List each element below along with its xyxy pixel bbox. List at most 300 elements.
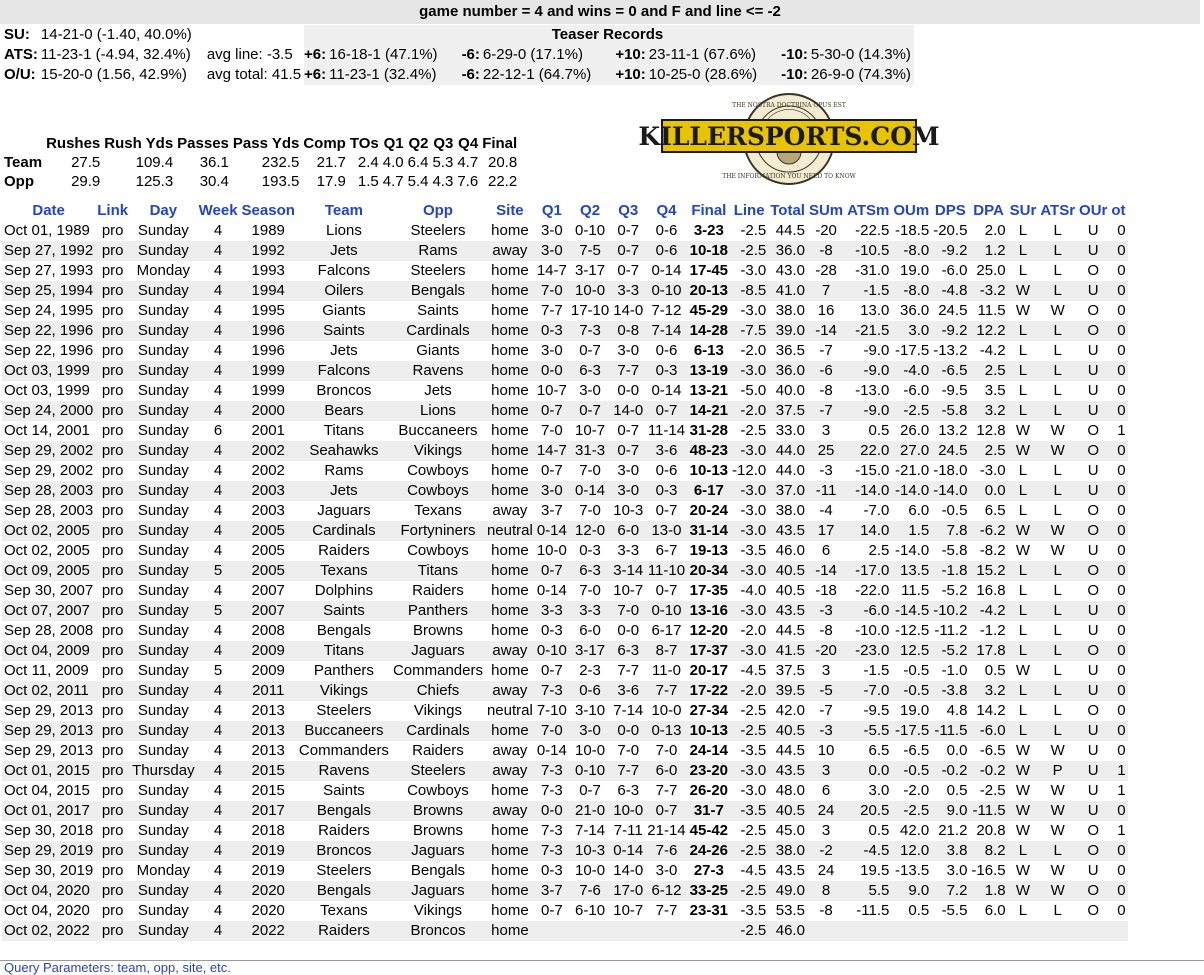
game-cell-opp: Bengals	[391, 281, 485, 301]
game-cell-q2: 0-7	[579, 342, 601, 359]
game-cell-sur: W	[1015, 662, 1031, 679]
game-cell-day: Thursday	[132, 762, 195, 779]
game-cell-dps: 0.5	[946, 782, 968, 799]
column-header-line[interactable]: Line	[733, 202, 765, 219]
game-cell-team: Raiders	[318, 542, 370, 559]
column-header-q1[interactable]: Q1	[541, 202, 562, 219]
game-cell-dps: 24.5	[931, 441, 969, 461]
game-cell-q3: 6-0	[611, 521, 645, 541]
column-header-opp[interactable]: Opp	[422, 202, 453, 219]
game-cell-week: 4	[197, 841, 240, 861]
game-link[interactable]: pro	[101, 822, 124, 839]
game-cell-oum: 9.0	[891, 881, 931, 901]
avg-row-label: Opp	[4, 173, 34, 190]
game-cell-sur: W	[1008, 281, 1039, 301]
game-cell-team: Commanders	[298, 742, 389, 759]
game-link[interactable]: pro	[101, 462, 124, 479]
game-cell-dpa: -16.5	[971, 862, 1006, 879]
game-cell-ot: 0	[1109, 721, 1127, 741]
game-row	[2, 381, 1128, 401]
ats-avg: avg line: -3.5	[206, 46, 293, 63]
game-cell-ot: 0	[1109, 641, 1127, 661]
game-cell-dpa: 3.5	[984, 382, 1006, 399]
game-cell-q2: 6-10	[575, 902, 606, 919]
column-header-oum[interactable]: OUm	[893, 202, 930, 219]
game-link[interactable]: pro	[101, 222, 124, 239]
game-link[interactable]: pro	[101, 542, 124, 559]
game-cell-line: -2.5	[730, 721, 768, 741]
game-cell-q2: 3-10	[575, 702, 606, 719]
game-cell-week: 4	[213, 502, 223, 519]
game-link[interactable]: pro	[95, 921, 130, 941]
game-cell-team: Falcons	[297, 361, 391, 381]
game-row	[2, 661, 1128, 681]
game-link[interactable]: pro	[101, 262, 124, 279]
column-header-q4[interactable]: Q4	[656, 202, 677, 219]
game-cell-season: 2009	[251, 662, 285, 679]
game-cell-season: 2013	[240, 721, 297, 741]
avg-header: Q3	[433, 135, 454, 152]
game-cell-atsm: -11.5	[856, 902, 890, 919]
game-cell-date: Oct 09, 2005	[2, 561, 95, 581]
game-cell-q4: 13-0	[645, 521, 687, 541]
game-cell-q1: 0-14	[536, 522, 567, 539]
game-cell-sum: 10	[817, 742, 835, 759]
game-row	[2, 301, 1128, 321]
avg-header	[2, 134, 44, 153]
game-cell-day: Sunday	[137, 582, 189, 599]
game-cell-ot: 1	[1117, 422, 1126, 439]
game-cell-q3: 3-6	[611, 681, 645, 701]
avg-header: Q2	[408, 135, 429, 152]
avg-cell: 125.3	[135, 173, 174, 190]
game-cell-oum: -13.5	[895, 862, 930, 879]
game-cell-team: Titans	[323, 422, 365, 439]
game-cell-q3: 3-3	[617, 542, 640, 559]
game-link[interactable]: pro	[101, 342, 124, 359]
game-cell-line: -3.0	[730, 441, 768, 461]
game-cell-site: home	[491, 862, 529, 879]
game-cell-q1: 0-3	[541, 862, 563, 879]
game-cell-site: home	[491, 462, 529, 479]
game-cell-ot: 0	[1109, 881, 1127, 901]
column-header-date[interactable]: Date	[32, 202, 65, 219]
avg-header: Passes	[177, 135, 229, 152]
game-cell-site: home	[491, 342, 529, 359]
game-cell-q4: 0-7	[645, 801, 687, 821]
game-link[interactable]: pro	[95, 441, 130, 461]
game-cell-atsm: 14.0	[845, 521, 891, 541]
game-cell-week: 4	[213, 822, 223, 839]
game-cell-opp: Jets	[424, 382, 452, 399]
game-cell-dpa: -6.0	[969, 721, 1007, 741]
game-cell-sum: -8	[819, 382, 833, 399]
game-cell-sum: -20	[815, 222, 837, 239]
game-cell-q1: 7-0	[541, 422, 563, 439]
game-cell-atsm: 2.5	[868, 542, 890, 559]
game-cell-q2: 10-0	[575, 742, 606, 759]
column-header-sur[interactable]: SUr	[1009, 202, 1037, 219]
avg-cell: 109.4	[135, 154, 174, 171]
game-cell-final: 26-20	[689, 782, 729, 799]
game-cell-final: 23-20	[689, 762, 729, 779]
game-cell-q4: 0-13	[645, 721, 687, 741]
game-cell-opp: Steelers	[410, 262, 466, 279]
game-cell-line: -2.0	[740, 622, 767, 639]
game-row	[2, 461, 1128, 481]
game-cell-atsr: W	[1038, 881, 1077, 901]
game-cell-date: Sep 28, 2003	[4, 502, 94, 519]
game-cell-q1: 14-7	[536, 262, 567, 279]
game-cell-q2: 7-6	[569, 881, 611, 901]
game-link[interactable]: pro	[101, 742, 124, 759]
game-cell-week: 4	[213, 622, 223, 639]
column-header-atsr[interactable]: ATSr	[1040, 202, 1076, 219]
game-cell-team: Panthers	[313, 662, 374, 679]
game-cell-team: Bengals	[297, 801, 391, 821]
game-link[interactable]: pro	[101, 502, 124, 519]
game-link[interactable]: pro	[101, 782, 124, 799]
game-cell-q4: 0-10	[645, 601, 687, 621]
game-cell-final: 48-23	[689, 442, 729, 459]
game-cell-team: Broncos	[297, 841, 391, 861]
game-link[interactable]: pro	[101, 582, 124, 599]
game-cell-atsr: L	[1038, 401, 1077, 421]
game-cell-q3: 3-3	[611, 281, 645, 301]
game-cell-dpa: 16.8	[976, 582, 1006, 599]
game-link[interactable]: pro	[95, 521, 130, 541]
game-row	[2, 521, 1128, 541]
game-cell-q3: 0-7	[611, 441, 645, 461]
game-cell-atsm: 0.0	[845, 761, 891, 781]
avg-row-label: Team	[4, 154, 43, 171]
column-header-total[interactable]: Total	[770, 202, 805, 219]
game-cell-our: U	[1087, 222, 1099, 239]
game-cell-q1: 10-7	[536, 382, 567, 399]
game-link[interactable]: pro	[95, 281, 130, 301]
game-link[interactable]: pro	[101, 422, 124, 439]
game-cell-week: 5	[197, 561, 240, 581]
game-cell-day: Sunday	[137, 822, 189, 839]
game-cell-day: Sunday	[130, 841, 197, 861]
game-cell-ot: 0	[1117, 262, 1126, 279]
game-cell-day: Sunday	[137, 702, 189, 719]
game-row	[2, 861, 1128, 881]
game-cell-atsr: L	[1053, 502, 1062, 519]
game-link[interactable]: pro	[95, 761, 130, 781]
game-cell-sum: 3	[821, 662, 831, 679]
game-link[interactable]: pro	[101, 862, 124, 879]
game-cell-team: Saints	[297, 321, 391, 341]
avg-header: TOs	[349, 135, 379, 152]
game-link[interactable]: pro	[95, 321, 130, 341]
game-cell-site: away	[485, 801, 535, 821]
game-link[interactable]: pro	[95, 801, 130, 821]
game-cell-site: away	[485, 761, 535, 781]
game-cell-q2: 31-3	[569, 441, 611, 461]
game-cell-atsr: L	[1038, 601, 1077, 621]
avg-header: Pass Yds	[232, 135, 300, 152]
game-cell-q2: 7-5	[569, 241, 611, 261]
game-cell-line: -2.5	[730, 881, 768, 901]
game-cell-dps: 7.2	[931, 881, 969, 901]
games-table	[2, 201, 1128, 941]
game-row	[2, 321, 1128, 341]
logo-ring-top: THE NOSTRA DOCTRINA OPUS EST	[732, 102, 846, 109]
game-cell-q3: 14-0	[613, 862, 644, 879]
query-parameters-link[interactable]: Query Parameters: team, opp, site, etc.	[0, 960, 1204, 974]
column-header-site[interactable]: Site	[496, 202, 524, 219]
game-cell-sum: 6	[821, 542, 831, 559]
game-cell-q3: 7-11	[613, 822, 643, 839]
column-header-dpa[interactable]: DPA	[973, 202, 1004, 219]
column-header-dps[interactable]: DPS	[934, 202, 966, 219]
game-cell-team: Lions	[325, 222, 362, 239]
ats-t3-value: 23-11-1 (67.6%)	[649, 45, 781, 65]
game-cell-season: 1999	[240, 361, 297, 381]
game-cell-oum: 19.0	[900, 702, 930, 719]
column-header-sum[interactable]: SUm	[808, 202, 844, 219]
column-header-atsm[interactable]: ATSm	[847, 202, 890, 219]
game-cell-sur: L	[1018, 582, 1028, 599]
game-cell-atsr: L	[1038, 481, 1077, 501]
game-cell-oum: -6.0	[903, 382, 930, 399]
game-cell-dps: -6.0	[941, 262, 968, 279]
game-link[interactable]: pro	[95, 841, 130, 861]
game-cell-dpa: -3.0	[979, 462, 1006, 479]
game-cell-sum: -3	[807, 721, 845, 741]
game-cell-final: 45-42	[689, 822, 729, 839]
game-cell-ot	[1109, 921, 1127, 941]
ats-value: 11-23-1 (-4.94, 32.4%)	[40, 46, 191, 63]
game-cell-season: 2018	[251, 822, 285, 839]
game-cell-team: Ravens	[297, 761, 391, 781]
game-cell-q3: 14-0	[613, 402, 644, 419]
game-cell-oum: 13.5	[891, 561, 931, 581]
game-row	[2, 841, 1128, 861]
game-row	[2, 681, 1128, 701]
game-cell-season: 2002	[251, 462, 285, 479]
game-cell-total: 33.0	[775, 422, 805, 439]
game-cell-day: Sunday	[130, 481, 197, 501]
game-cell-q3: 0-7	[617, 222, 640, 239]
game-cell-final: 17-45	[689, 262, 729, 279]
game-link[interactable]: pro	[95, 641, 130, 661]
game-cell-dpa: 0.5	[984, 662, 1006, 679]
game-cell-sur: W	[1015, 302, 1031, 319]
game-link[interactable]: pro	[101, 902, 124, 919]
game-cell-site: home	[485, 321, 535, 341]
game-cell-sur: W	[1015, 542, 1031, 559]
game-cell-sum: -8	[807, 241, 845, 261]
game-cell-dpa: 11.5	[977, 302, 1006, 319]
game-cell-final: 33-25	[689, 882, 729, 899]
game-link[interactable]: pro	[101, 702, 124, 719]
game-cell-week: 4	[213, 542, 223, 559]
column-header-day[interactable]: Day	[149, 202, 178, 219]
column-header-week[interactable]: Week	[198, 202, 238, 219]
game-cell-sum: 16	[817, 302, 835, 319]
game-cell-oum: -0.5	[891, 681, 931, 701]
column-header-q3[interactable]: Q3	[618, 202, 639, 219]
game-link[interactable]: pro	[101, 662, 124, 679]
game-cell-atsr: L	[1038, 641, 1077, 661]
game-cell-ot: 0	[1109, 561, 1127, 581]
game-cell-ot: 1	[1109, 761, 1127, 781]
game-cell-atsm: -15.0	[855, 462, 890, 479]
game-cell-final: 10-13	[689, 722, 729, 739]
game-link[interactable]: pro	[95, 721, 130, 741]
game-cell-atsr: W	[1038, 801, 1077, 821]
game-cell-dps: -5.2	[931, 641, 969, 661]
game-link[interactable]: pro	[95, 601, 130, 621]
game-cell-opp: Jaguars	[391, 881, 485, 901]
game-cell-total: 44.5	[775, 742, 805, 759]
game-cell-sur: L	[1018, 702, 1028, 719]
ou-t1-value: 11-23-1 (32.4%)	[329, 65, 461, 85]
game-link[interactable]: pro	[95, 561, 130, 581]
game-link[interactable]: pro	[95, 361, 130, 381]
game-cell-opp: Texans	[414, 502, 462, 519]
game-row	[2, 561, 1128, 581]
column-header-team[interactable]: Team	[324, 202, 363, 219]
game-cell-q3: 7-0	[611, 601, 645, 621]
column-header-link[interactable]: Link	[97, 202, 129, 219]
game-cell-day: Sunday	[137, 222, 189, 239]
game-cell-atsr: L	[1053, 462, 1062, 479]
game-cell-ot: 0	[1117, 502, 1126, 519]
game-cell-q3: 10-3	[613, 502, 644, 519]
column-header-q2[interactable]: Q2	[580, 202, 601, 219]
game-cell-our: O	[1077, 641, 1109, 661]
game-cell-atsr: L	[1053, 582, 1062, 599]
column-header-ot[interactable]: ot	[1111, 202, 1126, 219]
game-cell-dpa: 6.5	[984, 502, 1006, 519]
game-cell-our: U	[1087, 462, 1099, 479]
game-cell-team: Bengals	[316, 622, 372, 639]
game-cell-our: U	[1077, 481, 1109, 501]
ou-avg: avg total: 41.5	[206, 66, 302, 83]
game-cell-total: 40.5	[768, 801, 807, 821]
game-cell-season: 2000	[240, 401, 297, 421]
game-cell-sur: W	[1015, 422, 1031, 439]
game-link[interactable]: pro	[95, 401, 130, 421]
su-value: 14-21-0 (-1.40, 40.0%)	[40, 26, 192, 43]
column-header-final[interactable]: Final	[691, 202, 727, 219]
game-cell-final: 31-7	[688, 801, 730, 821]
game-link[interactable]: pro	[101, 622, 124, 639]
game-cell-final: 13-19	[689, 362, 729, 379]
game-cell-oum	[891, 921, 931, 941]
game-cell-atsr: W	[1050, 542, 1065, 559]
game-cell-line: -3.0	[740, 502, 767, 519]
game-cell-ot: 0	[1109, 841, 1127, 861]
game-cell-week: 4	[197, 521, 240, 541]
game-cell-total: 43.5	[775, 862, 805, 879]
game-cell-line: -2.5	[730, 841, 768, 861]
game-cell-total: 40.5	[768, 721, 807, 741]
column-header-our[interactable]: OUr	[1079, 202, 1108, 219]
game-cell-total: 44.0	[768, 441, 807, 461]
game-cell-day: Sunday	[137, 902, 189, 919]
game-cell-final: 17-37	[689, 642, 729, 659]
logo-ring-bottom: THE INFORMATION YOU NEED TO KNOW	[722, 173, 856, 180]
game-cell-week: 4	[197, 481, 240, 501]
game-link[interactable]: pro	[95, 881, 130, 901]
game-cell-total: 46.0	[775, 542, 805, 559]
game-cell-ot: 0	[1117, 742, 1126, 759]
game-cell-team: Raiders	[318, 822, 370, 839]
game-link[interactable]: pro	[95, 481, 130, 501]
game-link[interactable]: pro	[101, 302, 124, 319]
game-row	[2, 241, 1128, 261]
column-header-season[interactable]: Season	[241, 202, 295, 219]
game-cell-total: 37.0	[768, 481, 807, 501]
game-link[interactable]: pro	[101, 382, 124, 399]
game-cell-atsr: L	[1038, 681, 1077, 701]
game-cell-date: Oct 02, 2005	[2, 521, 95, 541]
game-cell-q1: 3-0	[535, 241, 569, 261]
game-cell-dps: -1.0	[941, 662, 968, 679]
game-cell-dps: -6.5	[931, 361, 969, 381]
game-cell-day: Sunday	[130, 721, 197, 741]
game-cell-week: 4	[197, 361, 240, 381]
game-cell-atsm: 0.5	[868, 422, 890, 439]
game-cell-q2: 10-7	[575, 422, 606, 439]
game-cell-line: -3.0	[730, 641, 768, 661]
game-cell-oum: -2.0	[903, 782, 930, 799]
game-cell-final: 31-14	[689, 522, 729, 539]
game-cell-opp: Cardinals	[391, 321, 485, 341]
game-cell-q2: 0-3	[579, 542, 601, 559]
game-cell-total: 40.5	[768, 561, 807, 581]
game-cell-week: 4	[213, 262, 223, 279]
game-cell-opp: Ravens	[391, 361, 485, 381]
game-cell-sum: 3	[821, 822, 831, 839]
game-cell-season: 2020	[251, 902, 285, 919]
game-cell-dpa: 14.2	[976, 702, 1006, 719]
game-cell-line: -3.0	[740, 262, 767, 279]
game-cell-ot: 0	[1109, 361, 1127, 381]
game-link[interactable]: pro	[95, 681, 130, 701]
game-cell-season: 2011	[240, 681, 297, 701]
game-cell-ot: 0	[1109, 681, 1127, 701]
game-cell-date: Oct 02, 2005	[4, 542, 90, 559]
killersports-logo[interactable]	[638, 92, 940, 186]
game-cell-week: 4	[197, 681, 240, 701]
game-cell-our: O	[1077, 841, 1109, 861]
game-cell-ot: 0	[1117, 662, 1126, 679]
game-cell-atsm: -5.5	[845, 721, 891, 741]
game-link[interactable]: pro	[95, 241, 130, 261]
game-cell-our: O	[1087, 702, 1100, 719]
game-cell-atsr: P	[1038, 761, 1077, 781]
game-cell-week: 4	[197, 801, 240, 821]
game-cell-q1: 3-0	[535, 481, 569, 501]
game-cell-week: 4	[197, 641, 240, 661]
avg-header: Final	[482, 135, 518, 152]
game-cell-q4: 8-7	[645, 641, 687, 661]
game-cell-q3: 0-8	[611, 321, 645, 341]
game-cell-q3: 7-14	[613, 702, 644, 719]
game-cell-date: Oct 03, 1999	[4, 382, 90, 399]
game-cell-q4: 0-14	[651, 262, 682, 279]
game-cell-week: 4	[197, 921, 240, 941]
game-cell-sur: L	[1008, 841, 1039, 861]
game-cell-dpa: 17.8	[969, 641, 1007, 661]
game-cell-q3: 0-14	[613, 842, 644, 859]
game-cell-site: away	[485, 241, 535, 261]
